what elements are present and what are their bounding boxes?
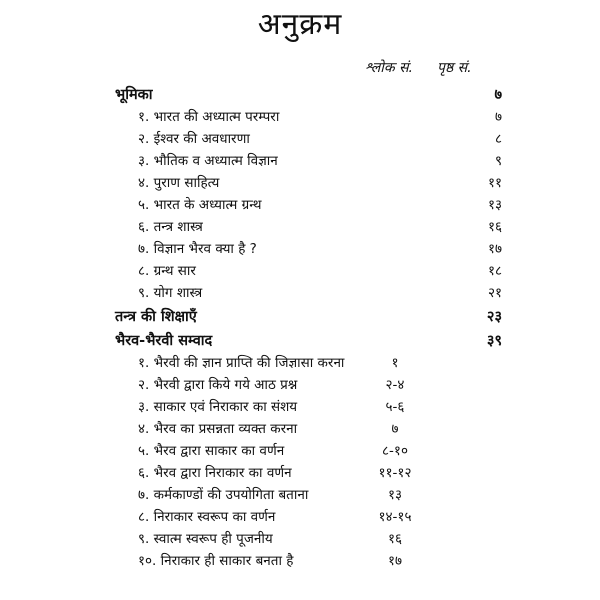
- toc-entry: [0, 418, 600, 440]
- entry-title: ३. भौतिक व अध्यात्म विज्ञान: [138, 153, 278, 169]
- toc-entry: [0, 352, 600, 374]
- toc-entry: [0, 550, 600, 572]
- entry-shlok-number: १४-१५: [378, 509, 412, 525]
- entry-page-number: ९: [494, 153, 502, 169]
- section-page-number: ३९: [486, 333, 502, 349]
- section-title: भैरव-भैरवी सम्वाद: [115, 333, 213, 349]
- entry-shlok-number: ७: [391, 421, 399, 437]
- entry-title: ७. विज्ञान भैरव क्या है ?: [138, 241, 257, 257]
- toc-entry: [0, 106, 600, 128]
- entry-shlok-number: १: [391, 355, 399, 371]
- entry-shlok-number: २-४: [385, 377, 405, 393]
- toc-entry: [0, 506, 600, 528]
- entry-title: १. भैरवी की ज्ञान प्राप्ति की जिज्ञासा करना: [138, 355, 345, 371]
- entry-title: ९. स्वात्म स्वरूप ही पूजनीय: [138, 531, 273, 547]
- entry-title: १. भारत की अध्यात्म परम्परा: [138, 109, 280, 125]
- entry-title: ६. तन्त्र शास्त्र: [138, 219, 203, 235]
- section-heading: [0, 330, 600, 352]
- entry-title: ८. निराकार स्वरूप का वर्णन: [138, 509, 276, 525]
- entry-page-number: ११: [487, 175, 502, 191]
- section-heading: [0, 306, 600, 328]
- toc-entry: [0, 260, 600, 282]
- section-title: तन्त्र की शिक्षाएँ: [115, 309, 197, 325]
- section-page-number: २३: [486, 309, 502, 325]
- entry-shlok-number: १७: [387, 553, 403, 569]
- entry-title: १०. निराकार ही साकार बनता है: [138, 553, 294, 569]
- entry-title: ४. पुराण साहित्य: [138, 175, 220, 191]
- toc-entry: [0, 484, 600, 506]
- entry-title: ५. भारत के अध्यात्म ग्रन्थ: [138, 197, 262, 213]
- section-heading: [0, 84, 600, 106]
- entry-page-number: २१: [487, 285, 502, 301]
- entry-title: ७. कर्मकाण्डों की उपयोगिता बताना: [138, 487, 309, 503]
- entry-page-number: ७: [494, 109, 502, 125]
- entry-shlok-number: १६: [387, 531, 403, 547]
- section-title: भूमिका: [115, 87, 153, 103]
- entry-page-number: १३: [487, 197, 502, 213]
- toc-entry: [0, 396, 600, 418]
- toc-entry: [0, 440, 600, 462]
- shlok-number-header: श्लोक सं.: [365, 60, 414, 76]
- entry-page-number: १७: [487, 241, 502, 257]
- toc-entry: [0, 374, 600, 396]
- toc-entry: [0, 282, 600, 304]
- entry-title: ४. भैरव का प्रसन्नता व्यक्त करना: [138, 421, 298, 437]
- entry-title: २. भैरवी द्वारा किये गये आठ प्रश्न: [138, 377, 298, 393]
- entry-title: ३. साकार एवं निराकार का संशय: [138, 399, 298, 415]
- entry-shlok-number: १३: [387, 487, 403, 503]
- toc-entry: [0, 172, 600, 194]
- entry-shlok-number: ८-१०: [382, 443, 408, 459]
- toc-entry: [0, 194, 600, 216]
- entry-shlok-number: ११-१२: [378, 465, 412, 481]
- section-page-number: ७: [494, 87, 502, 103]
- toc-entry: [0, 150, 600, 172]
- entry-page-number: ८: [494, 131, 502, 147]
- toc-entry: [0, 216, 600, 238]
- entry-title: ५. भैरव द्वारा साकार का वर्णन: [138, 443, 285, 459]
- entry-page-number: १६: [487, 219, 502, 235]
- entry-page-number: १८: [487, 263, 502, 279]
- toc-entry: [0, 528, 600, 550]
- entry-title: ८. ग्रन्थ सार: [138, 263, 196, 279]
- entry-title: ६. भैरव द्वारा निराकार का वर्णन: [138, 465, 292, 481]
- toc-entry: [0, 128, 600, 150]
- page-number-header: पृष्ठ सं.: [437, 60, 472, 76]
- entry-shlok-number: ५-६: [385, 399, 405, 415]
- toc-entry: [0, 462, 600, 484]
- entry-title: २. ईश्वर की अवधारणा: [138, 131, 250, 147]
- toc-entry: [0, 238, 600, 260]
- entry-title: ९. योग शास्त्र: [138, 285, 203, 301]
- page-title: अनुक्रम: [257, 7, 343, 42]
